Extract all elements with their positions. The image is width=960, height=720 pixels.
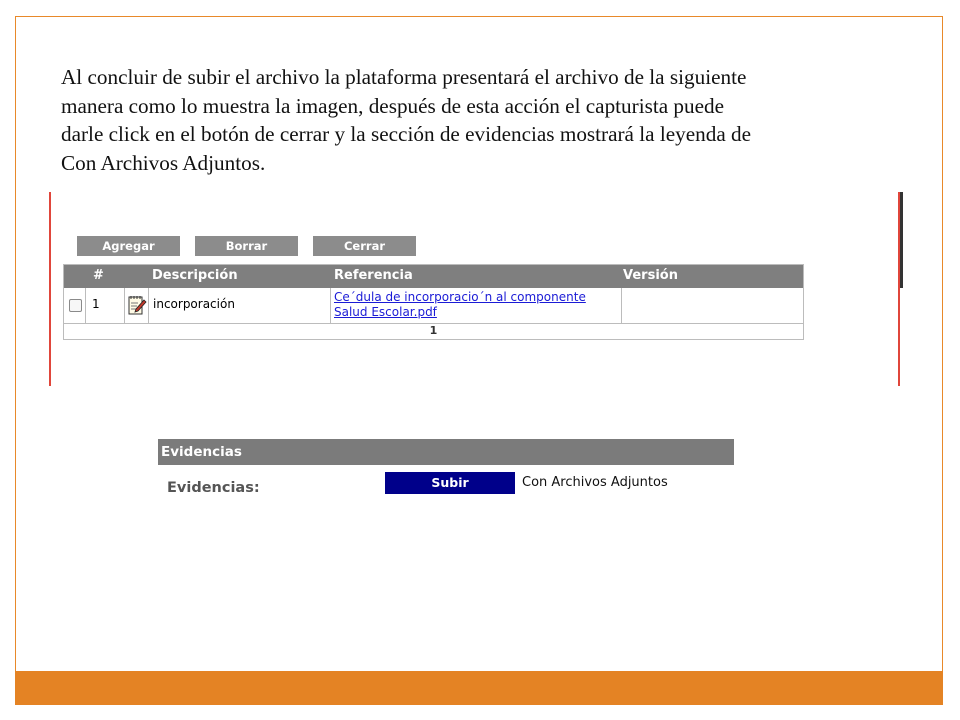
row-checkbox[interactable] (69, 299, 82, 312)
referencia-link-line2[interactable]: Salud Escolar.pdf (334, 305, 437, 319)
referencia-file-link[interactable] (334, 290, 619, 320)
cell-divider (148, 288, 149, 323)
column-header-descripcion[interactable]: Descripción (152, 268, 238, 283)
caption-line: manera como lo muestra la imagen, después de esta acción el capturista puede (61, 93, 725, 118)
evidencias-header: Evidencias (158, 439, 734, 465)
subir-button[interactable]: Subir (385, 472, 515, 494)
files-table (63, 264, 804, 340)
caption-line: Con Archivos Adjuntos. (61, 150, 266, 175)
caption-text (61, 63, 931, 177)
column-header-num[interactable]: # (93, 268, 104, 283)
evidencias-label: Evidencias: (167, 480, 260, 496)
row-number: 1 (92, 297, 100, 311)
column-header-referencia[interactable]: Referencia (334, 268, 413, 283)
column-header-version[interactable]: Versión (623, 268, 678, 283)
caption-line: Al concluir de subir el archivo la plataforma presentará el archivo de la siguiente (61, 65, 747, 89)
screenshot-scrollbar[interactable] (900, 192, 903, 288)
evidencias-status: Con Archivos Adjuntos (522, 475, 668, 490)
cell-divider (85, 288, 86, 323)
footer-bar (15, 671, 943, 705)
referencia-link-line1[interactable]: Ce´dula de incorporacio´n al componente (334, 290, 586, 304)
borrar-button[interactable]: Borrar (195, 236, 298, 256)
cell-divider (621, 288, 622, 323)
table-row (64, 288, 803, 324)
file-list-screenshot (49, 192, 904, 386)
caption-line: darle click en el botón de cerrar y la sección de evidencias mostrará la leyenda de (61, 122, 752, 146)
agregar-button[interactable]: Agregar (77, 236, 180, 256)
row-descripcion: incorporación (153, 297, 235, 311)
pagination-page[interactable]: 1 (429, 324, 438, 337)
evidencias-section (158, 439, 734, 499)
cell-divider (124, 288, 125, 323)
table-header (64, 265, 803, 288)
cerrar-button[interactable]: Cerrar (313, 236, 416, 256)
edit-notepad-icon[interactable] (127, 294, 147, 316)
cell-divider (330, 288, 331, 323)
screenshot-border-left (49, 192, 51, 386)
